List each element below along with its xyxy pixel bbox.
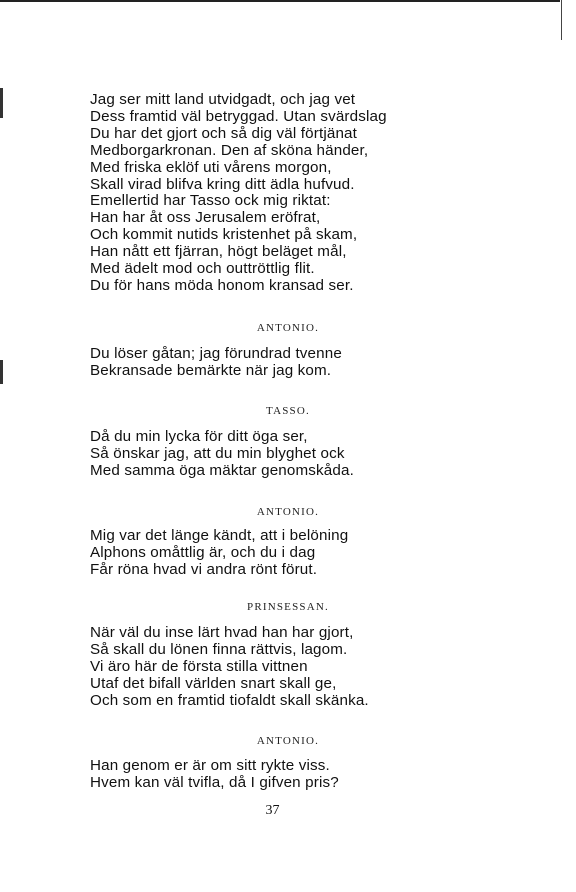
verse-line: Då du min lycka för ditt öga ser, bbox=[90, 428, 308, 445]
verse-line: Med ädelt mod och outtröttlig flit. bbox=[90, 260, 315, 278]
verse-line: Med samma öga mäktar genomskåda. bbox=[90, 461, 354, 479]
verse-line: Så önskar jag, att du min blyghet ock bbox=[90, 444, 345, 462]
verse-line: Och som en framtid tiofaldt skall skänka. bbox=[90, 691, 369, 709]
verse-stanza bbox=[90, 528, 520, 579]
verse-line: Du löser gåtan; jag förundrad tvenne bbox=[90, 345, 342, 362]
verse-line: Så skall du lönen finna rättvis, lagom. bbox=[90, 640, 348, 658]
verse-line: När väl du inse lärt hvad han har gjort, bbox=[90, 624, 354, 641]
verse-line: Dess framtid väl betryggad. Utan svärdslag bbox=[90, 107, 387, 125]
verse-line: Han genom er är om sitt rykte viss. bbox=[90, 757, 330, 774]
verse-line: Medborgarkronan. Den af sköna händer, bbox=[90, 141, 369, 159]
verse-line: Skall virad blifva kring ditt ädla hufvud. bbox=[90, 175, 355, 193]
right-border-line bbox=[561, 0, 562, 40]
verse-stanza bbox=[90, 625, 520, 710]
verse-line: Han har åt oss Jerusalem eröfrat, bbox=[90, 209, 321, 227]
verse-line: Alphons omåttlig är, och du i dag bbox=[90, 543, 316, 561]
page-number: 37 bbox=[265, 803, 280, 818]
verse-line: Han nått ett fjärran, högt beläget mål, bbox=[90, 243, 347, 261]
verse-line: Hvem kan väl tvifla, då I gifven pris? bbox=[90, 773, 339, 791]
verse-stanza bbox=[90, 92, 520, 295]
verse-line: Och kommit nutids kristenhet på skam, bbox=[90, 226, 358, 244]
verse-line: Jag ser mitt land utvidgadt, och jag vet bbox=[90, 91, 356, 108]
verse-line: Du har det gjort och så dig väl förtjänat bbox=[90, 124, 358, 142]
verse-stanza bbox=[90, 758, 520, 792]
verse-line: Du för hans möda honom kransad ser. bbox=[90, 276, 354, 294]
verse-line: Emellertid har Tasso ock mig riktat: bbox=[90, 192, 331, 210]
verse-stanza bbox=[90, 346, 520, 380]
speaker-name: ANTONIO. bbox=[256, 506, 320, 518]
left-margin-mark bbox=[0, 88, 3, 118]
left-margin-mark bbox=[0, 360, 3, 384]
speaker-name: TASSO. bbox=[266, 405, 310, 417]
verse-line: Vi äro här de första stilla vittnen bbox=[90, 657, 308, 675]
top-border-line bbox=[0, 0, 560, 2]
speaker-name: ANTONIO. bbox=[256, 735, 320, 747]
verse-line: Med friska eklöf uti vårens morgon, bbox=[90, 158, 332, 176]
verse-stanza bbox=[90, 429, 520, 480]
verse-line: Får röna hvad vi andra rönt förut. bbox=[90, 560, 318, 578]
verse-line: Mig var det länge kändt, att i belöning bbox=[90, 527, 349, 544]
verse-line: Bekransade bemärkte när jag kom. bbox=[90, 361, 332, 379]
verse-line: Utaf det bifall världen snart skall ge, bbox=[90, 674, 337, 692]
speaker-name: ANTONIO. bbox=[256, 322, 320, 334]
speaker-name: PRINSESSAN. bbox=[247, 601, 329, 613]
